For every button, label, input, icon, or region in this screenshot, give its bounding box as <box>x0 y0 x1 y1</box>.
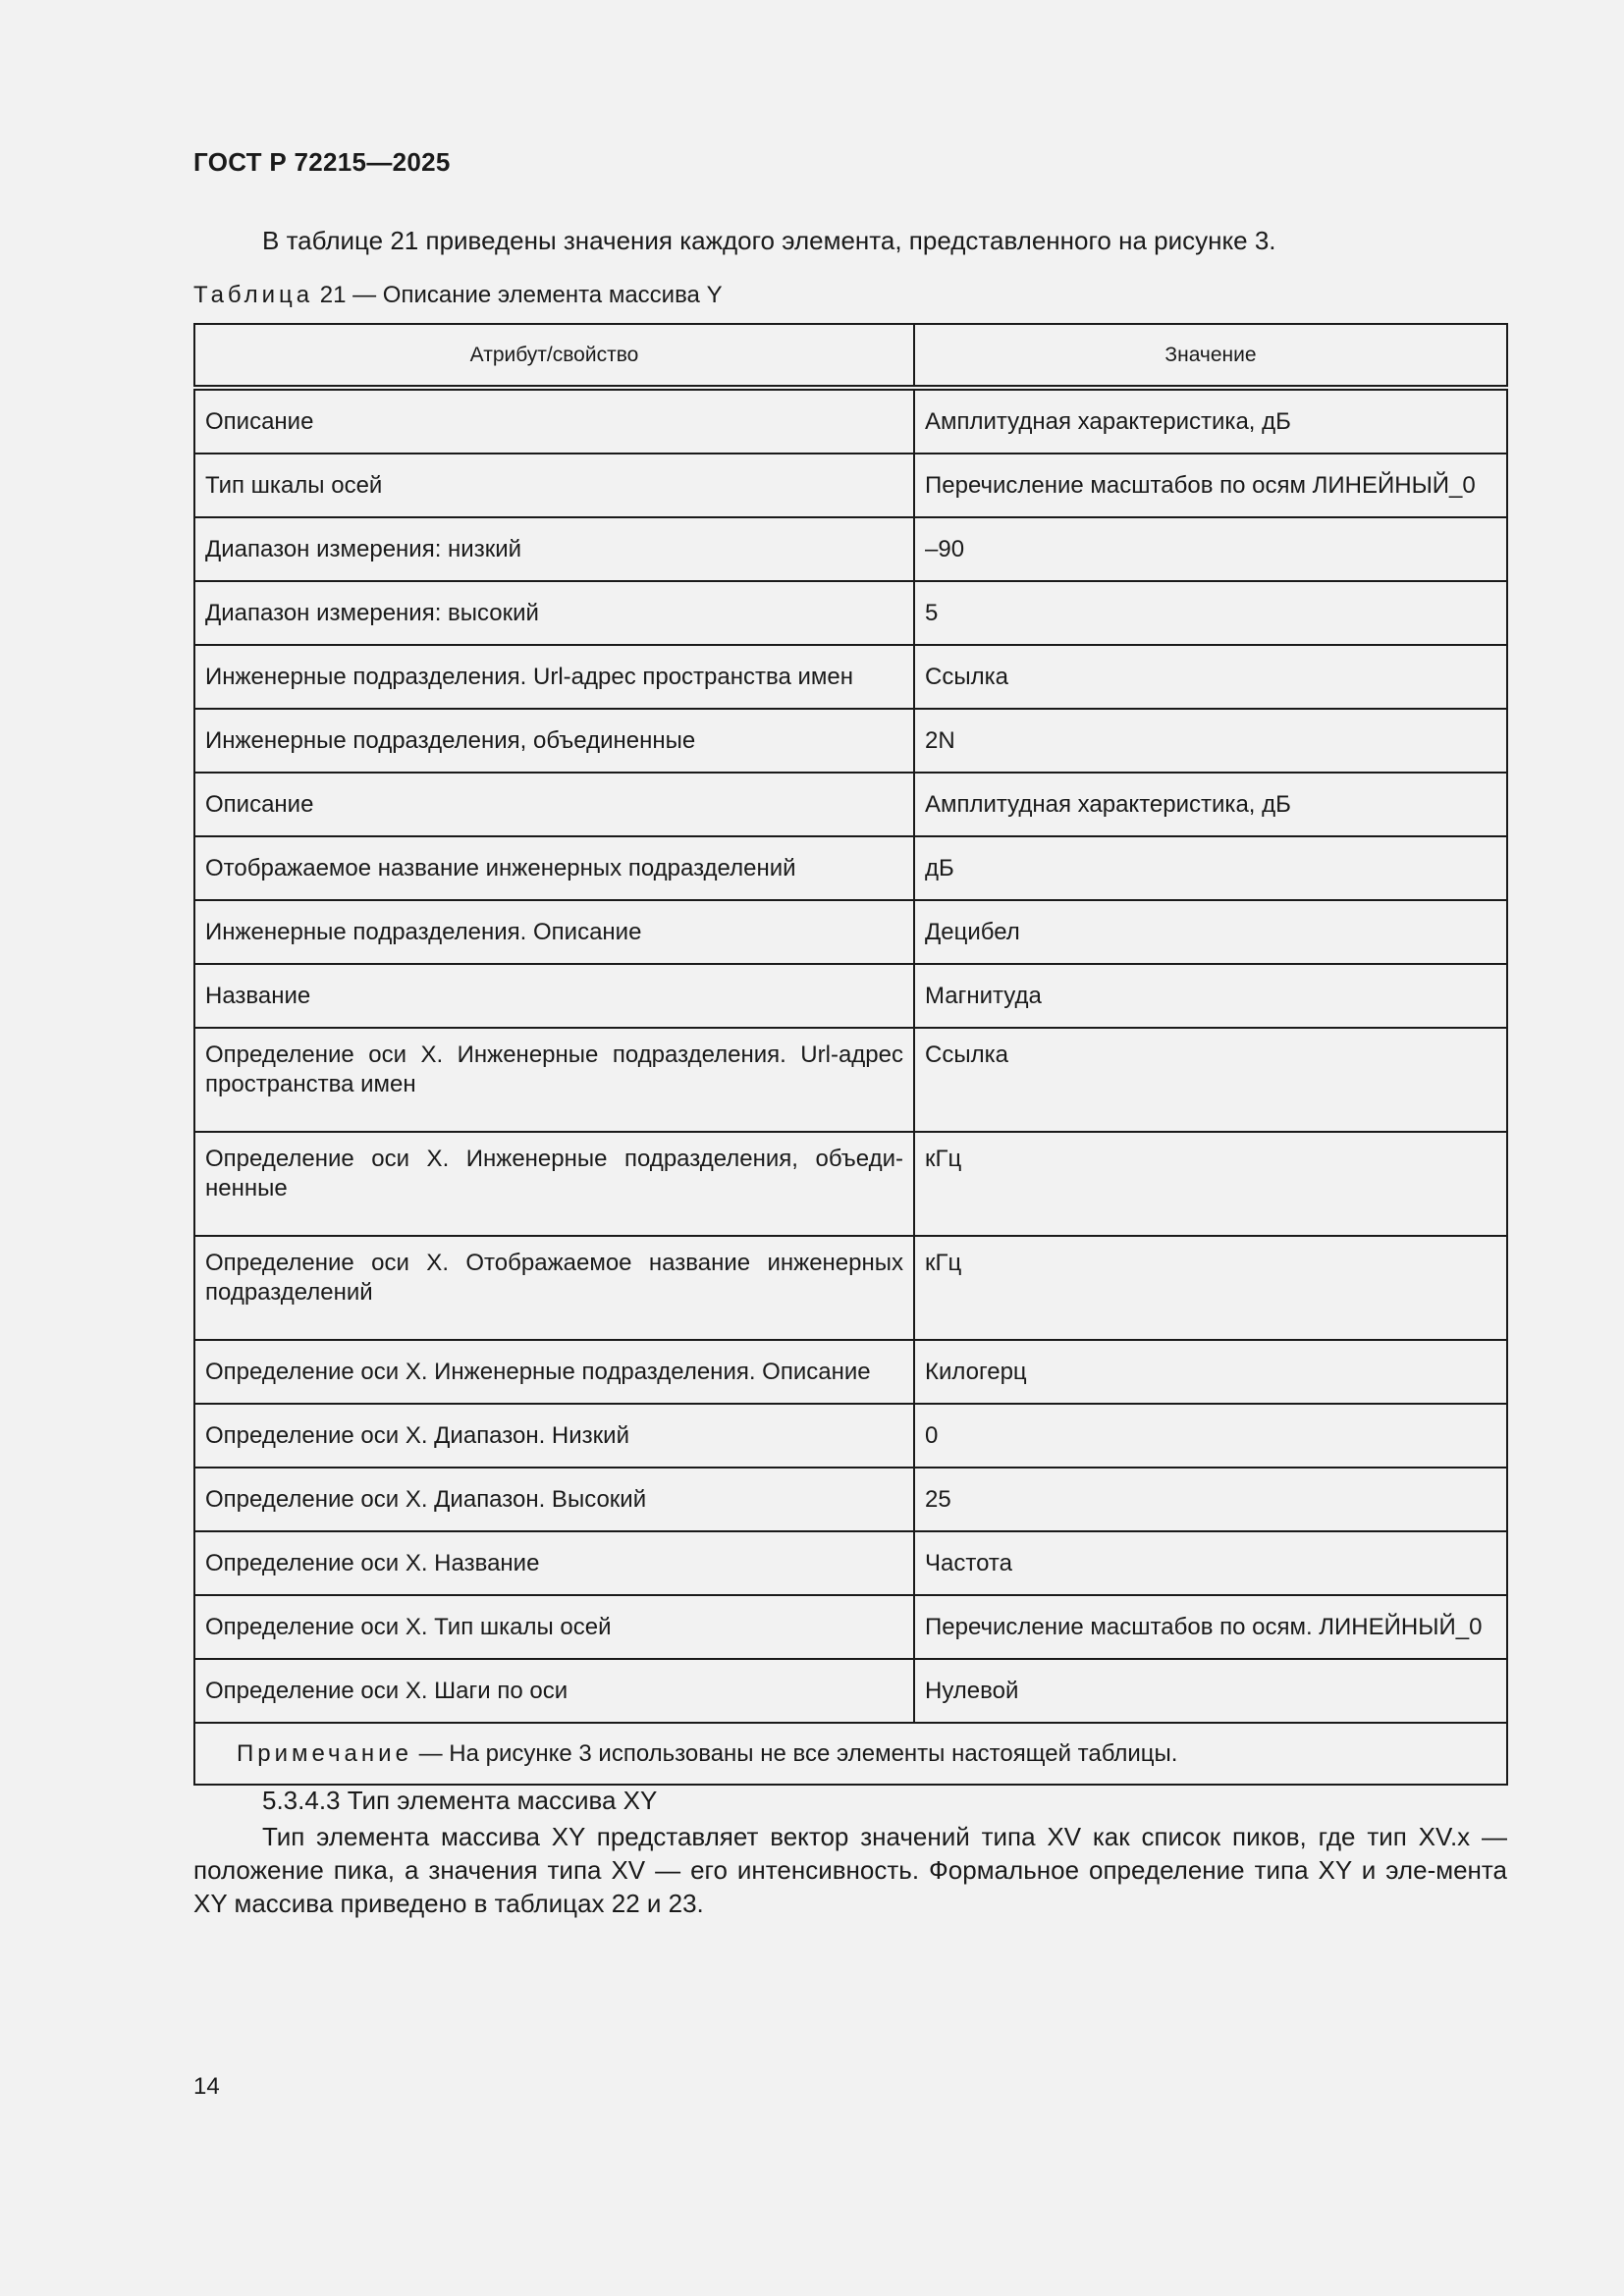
note-text: — На рисунке 3 использованы не все элементы настоящей таблицы. <box>411 1739 1178 1767</box>
table-row <box>194 1595 1507 1659</box>
table-row <box>194 1028 1507 1132</box>
cell-attribute: Отображаемое название инженерных подразделений <box>194 836 914 900</box>
table-caption <box>193 282 723 309</box>
cell-attribute: Диапазон измерения: низкий <box>194 517 914 581</box>
cell-value: кГц <box>914 1236 1507 1340</box>
table-caption-label: Таблица <box>193 282 314 308</box>
table-row <box>194 1236 1507 1340</box>
cell-value: 2N <box>914 709 1507 773</box>
table-note <box>194 1723 1507 1785</box>
table-row <box>194 1659 1507 1723</box>
document-header: ГОСТ Р 72215—2025 <box>193 147 451 177</box>
section-body: Тип элемента массива XY представляет вектор значений типа XV как список пиков, где тип XV.x — положение пика, а значения типа XV — его интенсивность. Формальное определение типа XY и эле-мента XY массива приведено в таблицах 22 и 23. <box>193 1822 1507 1918</box>
cell-attribute: Описание <box>194 773 914 836</box>
cell-attribute: Инженерные подразделения, объединенные <box>194 709 914 773</box>
cell-attribute: Определение оси X. Инженерные подразделения. Описание <box>194 1340 914 1404</box>
table-note-row <box>194 1723 1507 1785</box>
table-row <box>194 1468 1507 1531</box>
cell-value: Магнитуда <box>914 964 1507 1028</box>
cell-value: Перечисление масштабов по осям. ЛИНЕЙНЫЙ_0 <box>914 1595 1507 1659</box>
table-header-row <box>194 324 1507 388</box>
table-row <box>194 1132 1507 1236</box>
table-row <box>194 964 1507 1028</box>
cell-value: –90 <box>914 517 1507 581</box>
cell-attribute: Определение оси X. Тип шкалы осей <box>194 1595 914 1659</box>
cell-value: Децибел <box>914 900 1507 964</box>
cell-attribute: Определение оси X. Название <box>194 1531 914 1595</box>
cell-attribute: Инженерные подразделения. Описание <box>194 900 914 964</box>
cell-attribute: Определение оси X. Диапазон. Низкий <box>194 1404 914 1468</box>
table-row <box>194 709 1507 773</box>
cell-attribute: Определение оси X. Инженерные подразделения. Url-адрес пространства имен <box>194 1028 914 1132</box>
cell-attribute: Определение оси X. Инженерные подразделения, объеди-ненные <box>194 1132 914 1236</box>
attribute-table <box>193 323 1508 1786</box>
cell-attribute: Инженерные подразделения. Url-адрес пространства имен <box>194 645 914 709</box>
table-row <box>194 1404 1507 1468</box>
table-row <box>194 1531 1507 1595</box>
cell-value: кГц <box>914 1132 1507 1236</box>
cell-attribute: Название <box>194 964 914 1028</box>
cell-value: дБ <box>914 836 1507 900</box>
cell-value: 25 <box>914 1468 1507 1531</box>
table-row <box>194 517 1507 581</box>
cell-value: Перечисление масштабов по осям ЛИНЕЙНЫЙ_0 <box>914 454 1507 517</box>
cell-value: Килогерц <box>914 1340 1507 1404</box>
cell-attribute: Определение оси X. Диапазон. Высокий <box>194 1468 914 1531</box>
section-paragraph <box>193 1820 1507 1920</box>
cell-value: Нулевой <box>914 1659 1507 1723</box>
cell-attribute: Определение оси X. Шаги по оси <box>194 1659 914 1723</box>
header-value: Значение <box>914 324 1507 388</box>
table-row <box>194 836 1507 900</box>
cell-attribute: Определение оси X. Отображаемое название инженерных подразделений <box>194 1236 914 1340</box>
cell-value: Амплитудная характеристика, дБ <box>914 773 1507 836</box>
table-row <box>194 454 1507 517</box>
table-row <box>194 645 1507 709</box>
cell-attribute: Описание <box>194 388 914 454</box>
table-row <box>194 1340 1507 1404</box>
cell-value: Амплитудная характеристика, дБ <box>914 388 1507 454</box>
cell-value: 5 <box>914 581 1507 645</box>
cell-attribute: Тип шкалы осей <box>194 454 914 517</box>
cell-value: Частота <box>914 1531 1507 1595</box>
table-row <box>194 581 1507 645</box>
note-label: Примечание <box>237 1739 412 1767</box>
intro-paragraph: В таблице 21 приведены значения каждого элемента, представленного на рисунке 3. <box>262 226 1276 255</box>
table-caption-text: 21 — Описание элемента массива Y <box>313 282 723 308</box>
page-number: 14 <box>193 2073 220 2100</box>
table-row <box>194 388 1507 454</box>
cell-attribute: Диапазон измерения: высокий <box>194 581 914 645</box>
cell-value: Ссылка <box>914 645 1507 709</box>
table-row <box>194 900 1507 964</box>
cell-value: Ссылка <box>914 1028 1507 1132</box>
header-attribute: Атрибут/свойство <box>194 324 914 388</box>
cell-value: 0 <box>914 1404 1507 1468</box>
table-row <box>194 773 1507 836</box>
section-heading: 5.3.4.3 Тип элемента массива XY <box>262 1786 658 1815</box>
